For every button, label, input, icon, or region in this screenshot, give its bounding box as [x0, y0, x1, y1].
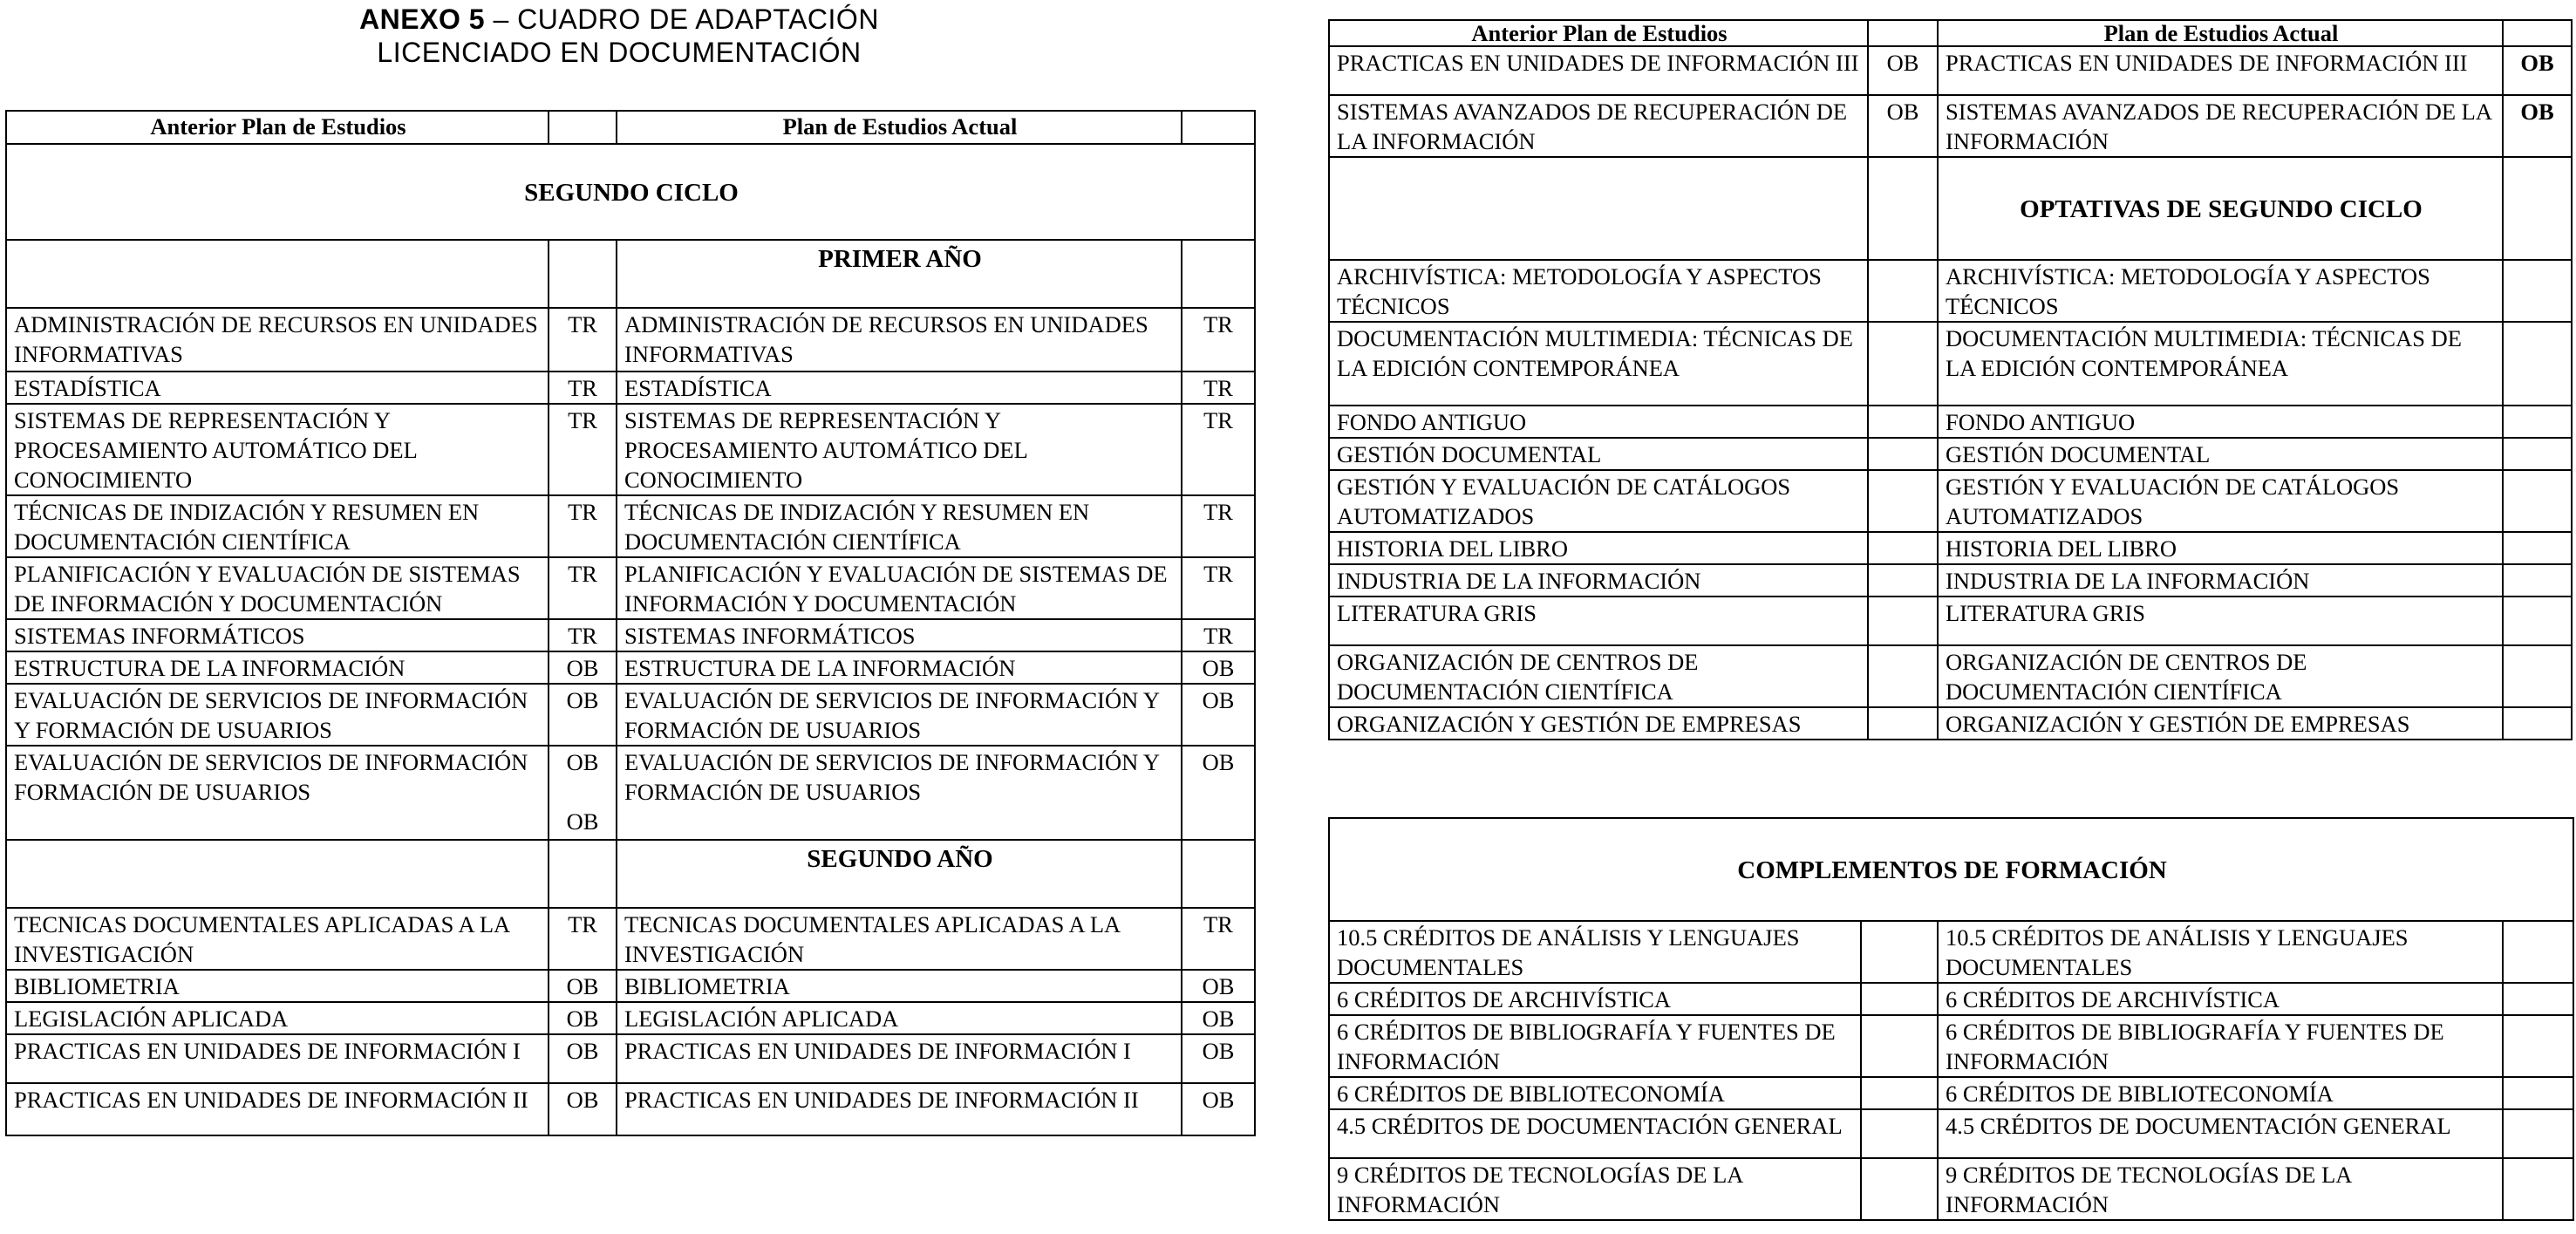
- new-type-cell: OB: [1182, 970, 1255, 1002]
- new-type-cell: [2503, 438, 2572, 470]
- new-type-cell: TR: [1182, 308, 1255, 372]
- header-line-1: [0, 2, 1238, 37]
- old-subject-cell: 6 CRÉDITOS DE BIBLIOTECONOMÍA: [1329, 1077, 1861, 1109]
- old-type-cell: OB: [549, 970, 617, 1002]
- section-title-optativas: OPTATIVAS DE SEGUNDO CICLO: [1938, 157, 2503, 260]
- table-row: [6, 840, 1255, 908]
- new-subject-cell: 6 CRÉDITOS DE BIBLIOGRAFÍA Y FUENTES DE INFORMACIÓN: [1938, 1015, 2503, 1077]
- old-subject-cell: GESTIÓN DOCUMENTAL: [1329, 438, 1868, 470]
- empty-cell: [1329, 157, 1868, 260]
- new-subject-cell: 6 CRÉDITOS DE ARCHIVÍSTICA: [1938, 983, 2503, 1015]
- column-header-old-plan: Anterior Plan de Estudios: [6, 111, 549, 144]
- new-subject-cell: HISTORIA DEL LIBRO: [1938, 532, 2503, 564]
- old-type-part: OB: [566, 749, 599, 775]
- new-subject-cell: ESTADÍSTICA: [617, 372, 1182, 404]
- new-subject-cell: 6 CRÉDITOS DE BIBLIOTECONOMÍA: [1938, 1077, 2503, 1109]
- old-subject-cell: GESTIÓN Y EVALUACIÓN DE CATÁLOGOS AUTOMATIZADOS: [1329, 470, 1868, 532]
- old-subject-cell: 4.5 CRÉDITOS DE DOCUMENTACIÓN GENERAL: [1329, 1109, 1861, 1158]
- empty-cell: [1182, 240, 1255, 308]
- table-row: [6, 651, 1255, 684]
- empty-cell: [6, 840, 549, 908]
- table-row: [1329, 1158, 2573, 1220]
- old-type-cell: [1868, 597, 1938, 645]
- new-type-cell: [2503, 406, 2572, 438]
- annex-label: ANEXO 5: [359, 3, 486, 35]
- old-type-cell: [1868, 406, 1938, 438]
- old-type-cell: [1868, 645, 1938, 707]
- old-subject-cell: ESTADÍSTICA: [6, 372, 549, 404]
- table-row: [1329, 470, 2572, 532]
- column-header-new-plan: Plan de Estudios Actual: [1938, 20, 2503, 46]
- old-type-cell: OB: [549, 684, 617, 746]
- old-type-cell: OB: [1868, 95, 1938, 157]
- new-subject-cell: BIBLIOMETRIA: [617, 970, 1182, 1002]
- old-type-cell: [1861, 1015, 1938, 1077]
- new-type-cell: [2503, 532, 2572, 564]
- old-subject-cell: 6 CRÉDITOS DE ARCHIVÍSTICA: [1329, 983, 1861, 1015]
- column-header-new-type: [2503, 20, 2572, 46]
- old-type-cell: [1861, 921, 1938, 983]
- new-subject-cell: PRACTICAS EN UNIDADES DE INFORMACIÓN III: [1938, 46, 2503, 95]
- new-subject-cell: EVALUACIÓN DE SERVICIOS DE INFORMACIÓN Y FORMACIÓN DE USUARIOS: [617, 746, 1182, 840]
- new-type-cell: [2503, 470, 2572, 532]
- table-row: [6, 308, 1255, 372]
- new-subject-cell: GESTIÓN Y EVALUACIÓN DE CATÁLOGOS AUTOMATIZADOS: [1938, 470, 2503, 532]
- old-type-cell: [1861, 1158, 1938, 1220]
- new-subject-cell: ARCHIVÍSTICA: METODOLOGÍA Y ASPECTOS TÉCNICOS: [1938, 260, 2503, 322]
- new-type-cell: OB: [1182, 746, 1255, 840]
- old-type-cell: TR: [549, 557, 617, 619]
- old-subject-cell: SISTEMAS INFORMÁTICOS: [6, 619, 549, 651]
- complementos-table: [1328, 817, 2574, 1221]
- table-row: [6, 1002, 1255, 1034]
- old-subject-cell: FONDO ANTIGUO: [1329, 406, 1868, 438]
- table-row: [1329, 645, 2572, 707]
- new-type-cell: OB: [1182, 684, 1255, 746]
- header-row: [6, 111, 1255, 144]
- old-subject-cell: 9 CRÉDITOS DE TECNOLOGÍAS DE LA INFORMACIÓN: [1329, 1158, 1861, 1220]
- old-subject-cell: ARCHIVÍSTICA: METODOLOGÍA Y ASPECTOS TÉCNICOS: [1329, 260, 1868, 322]
- table-row: [6, 970, 1255, 1002]
- new-subject-cell: FONDO ANTIGUO: [1938, 406, 2503, 438]
- old-subject-cell: ORGANIZACIÓN DE CENTROS DE DOCUMENTACIÓN CIENTÍFICA: [1329, 645, 1868, 707]
- new-type-cell: [2503, 260, 2572, 322]
- table-row: [1329, 707, 2572, 740]
- new-type-cell: OB: [1182, 651, 1255, 684]
- table-row: [6, 557, 1255, 619]
- new-type-cell: OB: [1182, 1083, 1255, 1135]
- new-subject-cell: ESTRUCTURA DE LA INFORMACIÓN: [617, 651, 1182, 684]
- old-subject-part: EVALUACIÓN DE SERVICIOS DE INFORMACIÓN: [14, 749, 528, 775]
- header-row: [1329, 20, 2572, 46]
- column-header-old-plan: Anterior Plan de Estudios: [1329, 20, 1868, 46]
- old-type-cell: [1868, 564, 1938, 597]
- adaptation-table-left: [5, 110, 1256, 1136]
- left-table-body: [6, 111, 1255, 1135]
- old-type-cell: [1861, 1077, 1938, 1109]
- old-subject-cell: ESTRUCTURA DE LA INFORMACIÓN: [6, 651, 549, 684]
- column-header-new-plan: Plan de Estudios Actual: [617, 111, 1182, 144]
- old-type-cell: TR: [549, 619, 617, 651]
- year-title-segundo-ano: SEGUNDO AÑO: [617, 840, 1182, 908]
- new-subject-cell: TECNICAS DOCUMENTALES APLICADAS A LA INVESTIGACIÓN: [617, 908, 1182, 970]
- new-subject-cell: PRACTICAS EN UNIDADES DE INFORMACIÓN II: [617, 1083, 1182, 1135]
- table-row: [1329, 438, 2572, 470]
- old-subject-cell: PRACTICAS EN UNIDADES DE INFORMACIÓN II: [6, 1083, 549, 1135]
- new-type-cell: [2503, 1109, 2573, 1158]
- old-type-cell: TR: [549, 308, 617, 372]
- new-type-cell: [2503, 322, 2572, 406]
- new-subject-cell: 10.5 CRÉDITOS DE ANÁLISIS Y LENGUAJES DOCUMENTALES: [1938, 921, 2503, 983]
- table-row: [1329, 46, 2572, 95]
- old-subject-cell: LEGISLACIÓN APLICADA: [6, 1002, 549, 1034]
- complementos-title-row: [1329, 818, 2573, 921]
- new-type-cell: [2503, 1077, 2573, 1109]
- old-type-cell: [1868, 470, 1938, 532]
- table-row: [1329, 1015, 2573, 1077]
- old-subject-cell: 6 CRÉDITOS DE BIBLIOGRAFÍA Y FUENTES DE INFORMACIÓN: [1329, 1015, 1861, 1077]
- old-subject-cell: [6, 746, 549, 840]
- new-subject-cell: 9 CRÉDITOS DE TECNOLOGÍAS DE LA INFORMACIÓN: [1938, 1158, 2503, 1220]
- table-row: [1329, 564, 2572, 597]
- new-type-cell: [2503, 707, 2572, 740]
- old-subject-cell: DOCUMENTACIÓN MULTIMEDIA: TÉCNICAS DE LA EDICIÓN CONTEMPORÁNEA: [1329, 322, 1868, 406]
- column-header-new-type: [1182, 111, 1255, 144]
- new-type-cell: [2503, 1158, 2573, 1220]
- table-row: [6, 372, 1255, 404]
- table-row: [1329, 597, 2572, 645]
- complementos-table-body: [1329, 818, 2573, 1220]
- old-subject-cell: INDUSTRIA DE LA INFORMACIÓN: [1329, 564, 1868, 597]
- new-type-cell: [2503, 564, 2572, 597]
- table-row: [6, 684, 1255, 746]
- new-subject-cell: LEGISLACIÓN APLICADA: [617, 1002, 1182, 1034]
- table-row: [6, 1034, 1255, 1083]
- new-subject-cell: GESTIÓN DOCUMENTAL: [1938, 438, 2503, 470]
- empty-cell: [1182, 840, 1255, 908]
- empty-cell: [6, 240, 549, 308]
- old-type-cell: [1868, 707, 1938, 740]
- header-subtitle: LICENCIADO EN DOCUMENTACIÓN: [377, 37, 862, 68]
- year-row: [6, 240, 1255, 308]
- old-type-cell: [1861, 1109, 1938, 1158]
- adaptation-table-right: [1328, 19, 2573, 740]
- complementos-title: COMPLEMENTOS DE FORMACIÓN: [1329, 818, 2573, 921]
- table-row: [6, 1083, 1255, 1135]
- old-subject-part: FORMACIÓN DE USUARIOS: [14, 779, 311, 805]
- new-subject-cell: ADMINISTRACIÓN DE RECURSOS EN UNIDADES INFORMATIVAS: [617, 308, 1182, 372]
- new-type-cell: TR: [1182, 908, 1255, 970]
- new-subject-cell: LITERATURA GRIS: [1938, 597, 2503, 645]
- old-subject-cell: TÉCNICAS DE INDIZACIÓN Y RESUMEN EN DOCUMENTACIÓN CIENTÍFICA: [6, 495, 549, 557]
- table-row: [1329, 157, 2572, 260]
- table-row: [1329, 406, 2572, 438]
- new-subject-cell: INDUSTRIA DE LA INFORMACIÓN: [1938, 564, 2503, 597]
- old-type-cell: TR: [549, 908, 617, 970]
- new-type-cell: OB: [2503, 46, 2572, 95]
- old-type-cell: [1868, 532, 1938, 564]
- table-row: [6, 619, 1255, 651]
- old-type-cell: [1861, 983, 1938, 1015]
- old-type-part: OB: [566, 808, 599, 835]
- old-subject-cell: SISTEMAS DE REPRESENTACIÓN Y PROCESAMIENTO AUTOMÁTICO DEL CONOCIMIENTO: [6, 404, 549, 495]
- old-type-cell: [1868, 438, 1938, 470]
- table-row: [1329, 322, 2572, 406]
- old-type-cell: OB: [1868, 46, 1938, 95]
- empty-cell: [549, 840, 617, 908]
- old-subject-cell: ORGANIZACIÓN Y GESTIÓN DE EMPRESAS: [1329, 707, 1868, 740]
- header-title: CUADRO DE ADAPTACIÓN: [517, 3, 879, 35]
- new-type-cell: OB: [1182, 1002, 1255, 1034]
- column-header-old-type: [549, 111, 617, 144]
- new-type-cell: [2503, 645, 2572, 707]
- table-row: [1329, 1077, 2573, 1109]
- old-subject-cell: LITERATURA GRIS: [1329, 597, 1868, 645]
- old-subject-cell: HISTORIA DEL LIBRO: [1329, 532, 1868, 564]
- old-subject-cell: 10.5 CRÉDITOS DE ANÁLISIS Y LENGUAJES DOCUMENTALES: [1329, 921, 1861, 983]
- old-type-cell: [1868, 260, 1938, 322]
- header-dash: –: [485, 3, 518, 35]
- old-type-cell: [549, 746, 617, 840]
- table-row: [6, 746, 1255, 840]
- old-subject-cell: EVALUACIÓN DE SERVICIOS DE INFORMACIÓN Y FORMACIÓN DE USUARIOS: [6, 684, 549, 746]
- section-title-segundo-ciclo: SEGUNDO CICLO: [6, 144, 1255, 240]
- new-subject-cell: SISTEMAS DE REPRESENTACIÓN Y PROCESAMIENTO AUTOMÁTICO DEL CONOCIMIENTO: [617, 404, 1182, 495]
- old-type-cell: OB: [549, 1034, 617, 1083]
- table-row: [6, 908, 1255, 970]
- table-row: [1329, 532, 2572, 564]
- new-type-cell: [2503, 983, 2573, 1015]
- year-title-primer-ano: PRIMER AÑO: [617, 240, 1182, 308]
- new-type-cell: [2503, 597, 2572, 645]
- old-subject-cell: ADMINISTRACIÓN DE RECURSOS EN UNIDADES INFORMATIVAS: [6, 308, 549, 372]
- new-subject-cell: PRACTICAS EN UNIDADES DE INFORMACIÓN I: [617, 1034, 1182, 1083]
- old-subject-cell: PRACTICAS EN UNIDADES DE INFORMACIÓN I: [6, 1034, 549, 1083]
- old-subject-cell: TECNICAS DOCUMENTALES APLICADAS A LA INVESTIGACIÓN: [6, 908, 549, 970]
- table-row: [1329, 95, 2572, 157]
- new-type-cell: [2503, 921, 2573, 983]
- empty-cell: [549, 240, 617, 308]
- new-type-cell: OB: [1182, 1034, 1255, 1083]
- new-subject-cell: DOCUMENTACIÓN MULTIMEDIA: TÉCNICAS DE LA EDICIÓN CONTEMPORÁNEA: [1938, 322, 2503, 406]
- old-subject-cell: BIBLIOMETRIA: [6, 970, 549, 1002]
- old-type-cell: OB: [549, 1083, 617, 1135]
- old-subject-cell: PRACTICAS EN UNIDADES DE INFORMACIÓN III: [1329, 46, 1868, 95]
- new-subject-cell: ORGANIZACIÓN Y GESTIÓN DE EMPRESAS: [1938, 707, 2503, 740]
- table-row: [6, 404, 1255, 495]
- old-subject-cell: SISTEMAS AVANZADOS DE RECUPERACIÓN DE LA INFORMACIÓN: [1329, 95, 1868, 157]
- new-subject-cell: ORGANIZACIÓN DE CENTROS DE DOCUMENTACIÓN CIENTÍFICA: [1938, 645, 2503, 707]
- table-row: [1329, 260, 2572, 322]
- new-subject-cell: SISTEMAS INFORMÁTICOS: [617, 619, 1182, 651]
- new-subject-cell: SISTEMAS AVANZADOS DE RECUPERACIÓN DE LA INFORMACIÓN: [1938, 95, 2503, 157]
- new-type-cell: TR: [1182, 495, 1255, 557]
- empty-cell: [2503, 157, 2572, 260]
- new-subject-cell: TÉCNICAS DE INDIZACIÓN Y RESUMEN EN DOCUMENTACIÓN CIENTÍFICA: [617, 495, 1182, 557]
- old-type-cell: OB: [549, 1002, 617, 1034]
- old-type-cell: TR: [549, 404, 617, 495]
- old-type-cell: OB: [549, 651, 617, 684]
- new-subject-cell: PLANIFICACIÓN Y EVALUACIÓN DE SISTEMAS DE INFORMACIÓN Y DOCUMENTACIÓN: [617, 557, 1182, 619]
- column-header-old-type: [1868, 20, 1938, 46]
- empty-cell: [1868, 157, 1938, 260]
- table-row: [1329, 1109, 2573, 1158]
- new-subject-cell: EVALUACIÓN DE SERVICIOS DE INFORMACIÓN Y FORMACIÓN DE USUARIOS: [617, 684, 1182, 746]
- new-type-cell: TR: [1182, 404, 1255, 495]
- section-row: [6, 144, 1255, 240]
- new-subject-cell: 4.5 CRÉDITOS DE DOCUMENTACIÓN GENERAL: [1938, 1109, 2503, 1158]
- new-type-cell: TR: [1182, 557, 1255, 619]
- table-row: [1329, 921, 2573, 983]
- table-row: [6, 495, 1255, 557]
- new-type-cell: [2503, 1015, 2573, 1077]
- old-subject-cell: PLANIFICACIÓN Y EVALUACIÓN DE SISTEMAS DE INFORMACIÓN Y DOCUMENTACIÓN: [6, 557, 549, 619]
- old-type-cell: TR: [549, 495, 617, 557]
- old-type-cell: TR: [549, 372, 617, 404]
- new-type-cell: TR: [1182, 372, 1255, 404]
- right-table-body: [1329, 20, 2572, 740]
- new-type-cell: OB: [2503, 95, 2572, 157]
- old-type-cell: [1868, 322, 1938, 406]
- table-row: [1329, 983, 2573, 1015]
- new-type-cell: TR: [1182, 619, 1255, 651]
